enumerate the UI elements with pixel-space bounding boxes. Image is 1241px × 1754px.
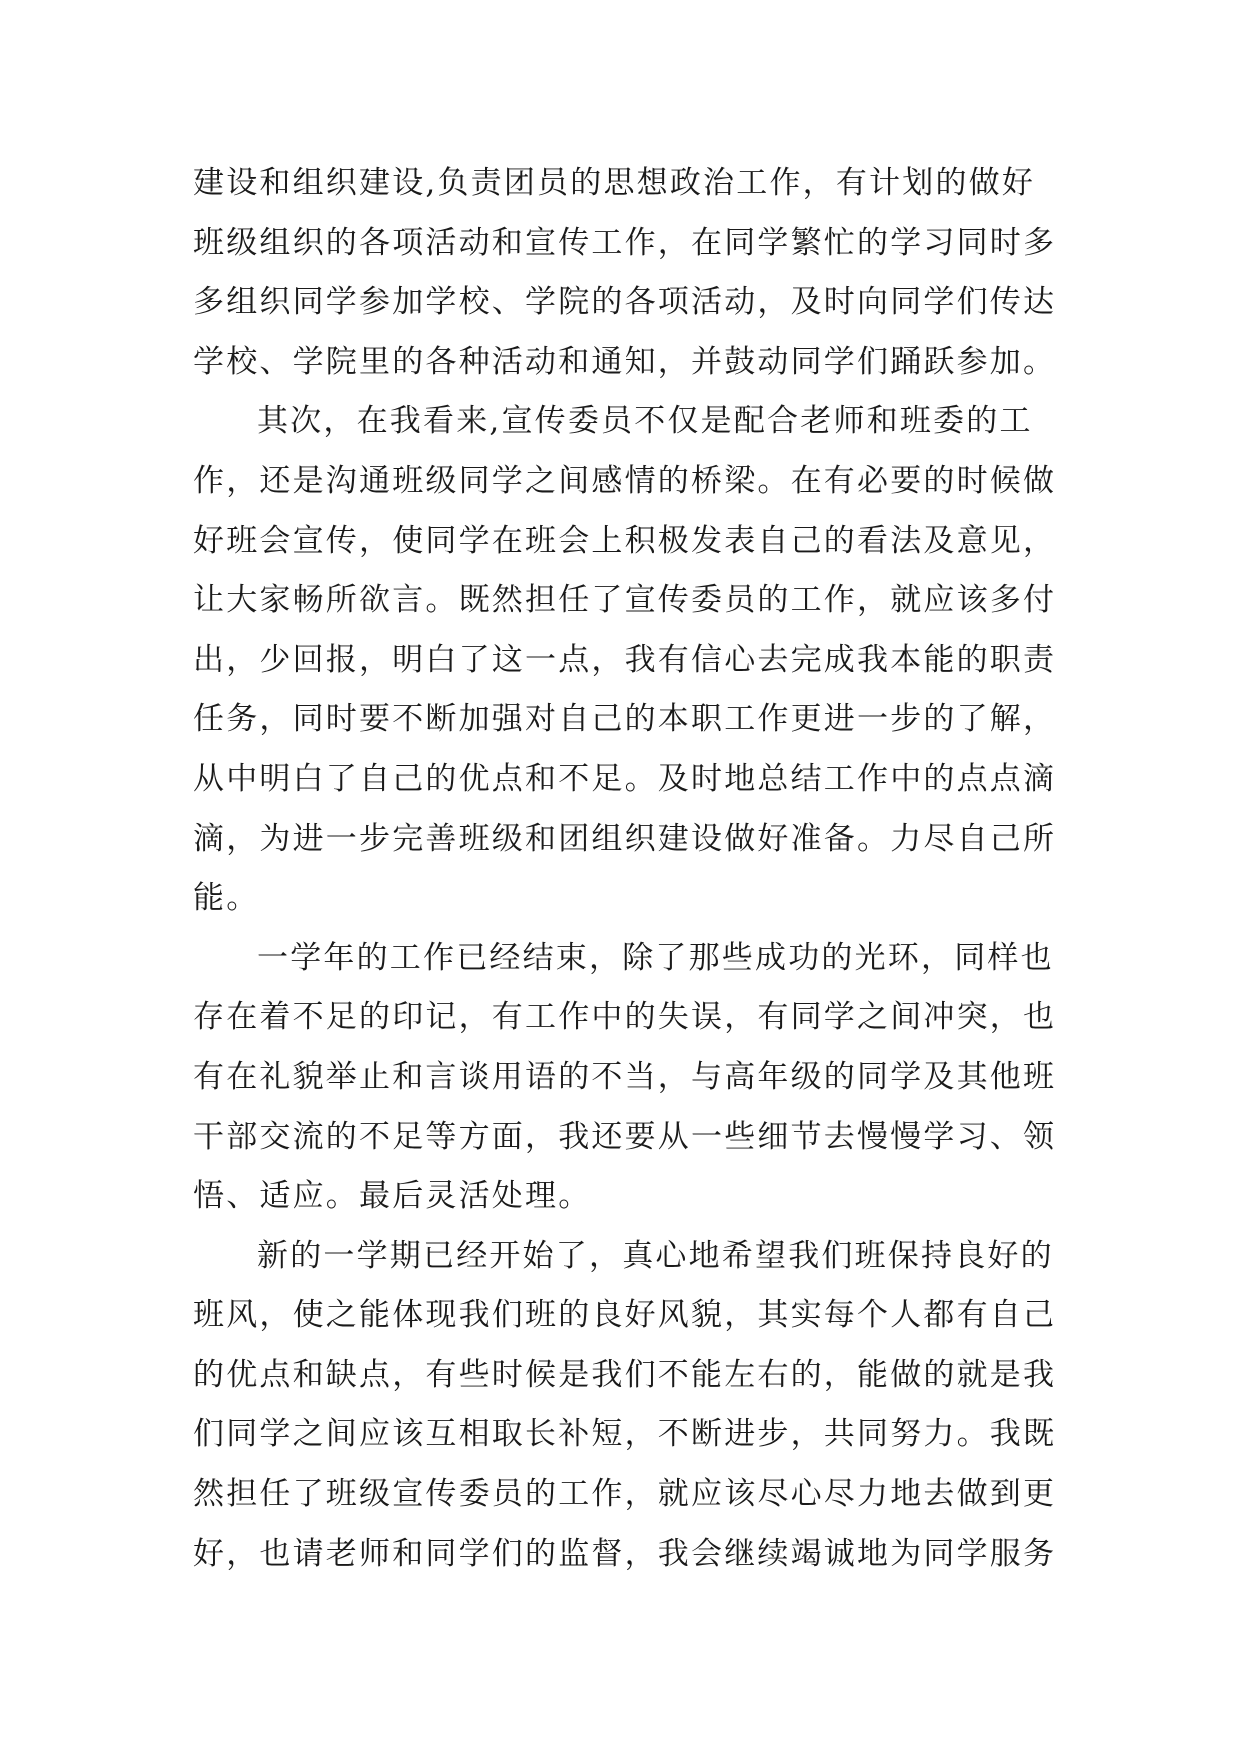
paragraph-first-line: 新的一学期已经开始了，真心地希望我们班保持良好的 — [257, 1237, 1054, 1274]
text-line: 建设和组织建设,负责团员的思想政治工作，有计划的做好 — [193, 165, 1036, 201]
text-line: 学校、学院里的各种活动和通知，并鼓动同学们踊跃参加。 — [193, 343, 1057, 380]
text-line: 有在礼貌举止和言谈用语的不当，与高年级的同学及其他班 — [193, 1058, 1057, 1095]
text-line: 让大家畅所欲言。既然担任了宣传委员的工作，就应该多付 — [193, 582, 1057, 619]
paragraph-first-line: 一学年的工作已经结束，除了那些成功的光环，同样也 — [257, 939, 1054, 976]
text-line: 好班会宣传，使同学在班会上积极发表自己的看法及意见， — [193, 522, 1057, 559]
text-line: 干部交流的不足等方面，我还要从一些细节去慢慢学习、领 — [193, 1118, 1057, 1155]
text-line: 班风，使之能体现我们班的良好风貌，其实每个人都有自己 — [193, 1297, 1057, 1334]
text-line: 好，也请老师和同学们的监督，我会继续竭诚地为同学服务 — [193, 1535, 1057, 1572]
text-line: 作，还是沟通班级同学之间感情的桥梁。在有必要的时候做 — [193, 462, 1057, 499]
text-line: 的优点和缺点，有些时候是我们不能左右的，能做的就是我 — [193, 1356, 1057, 1393]
text-line: 悟、适应。最后灵活处理。 — [193, 1178, 592, 1215]
text-line: 能。 — [193, 880, 260, 917]
body-text — [193, 154, 1057, 1584]
text-line: 然担任了班级宣传委员的工作，就应该尽心尽力地去做到更 — [193, 1476, 1057, 1513]
text-line: 存在着不足的印记，有工作中的失误，有同学之间冲突，也 — [193, 999, 1057, 1036]
text-line: 任务，同时要不断加强对自己的本职工作更进一步的了解， — [193, 701, 1057, 738]
text-line: 从中明白了自己的优点和不足。及时地总结工作中的点点滴 — [193, 760, 1057, 797]
text-line: 多组织同学参加学校、学院的各项活动，及时向同学们传达 — [193, 284, 1057, 321]
text-line: 们同学之间应该互相取长补短，不断进步，共同努力。我既 — [193, 1416, 1057, 1453]
text-line: 班级组织的各项活动和宣传工作，在同学繁忙的学习同时多 — [193, 224, 1057, 261]
paragraph-first-line: 其次，在我看来,宣传委员不仅是配合老师和班委的工 — [257, 403, 1033, 440]
text-line: 滴，为进一步完善班级和团组织建设做好准备。力尽自己所 — [193, 820, 1057, 857]
text-line: 出，少回报，明白了这一点，我有信心去完成我本能的职责 — [193, 641, 1057, 678]
